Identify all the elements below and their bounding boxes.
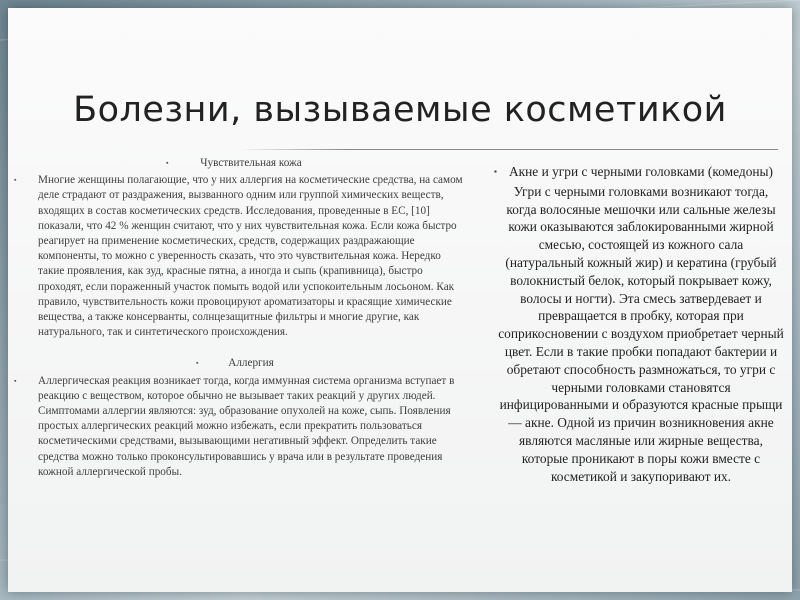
section-text-sensitive-skin	[14, 173, 464, 340]
bullet-icon: ▪	[14, 176, 17, 185]
section-heading-text: Аллергия	[228, 357, 274, 370]
bullet-icon: ▪	[166, 159, 169, 167]
bullet-icon: ▪	[196, 359, 199, 368]
title-divider	[240, 149, 778, 150]
section-heading-text: Акне и угри с черными головками (комедоны)	[508, 164, 774, 179]
slide	[8, 8, 792, 592]
bullet-icon: ▪	[494, 167, 497, 176]
section-text-acne: Угри с черными головками возникают тогда, когда волосяные мешочки или сальные железы кожи оказываются заблокированными жирной смесью, состоящей из кожного сала (натуральный кожный жир) и кератина (грубый волокнистый белок, который покрывает кожу, волосы и ногти). Эта смесь затвердевает и превращается в пробку, которая при соприкосновении с воздухом приобретает черный цвет. Если в такие пробки попадают бактерии и обретают способность размножаться, то угри с черными головками становятся инфицированными и образуются красные прыщи — акне. Одной из причин возникновения акне являются масляные или жирные вещества, которые проникают в поры кожи вместе с косметикой и закупоривают их.	[498, 183, 784, 484]
section-heading-sensitive-skin	[38, 156, 464, 171]
section-text-allergy	[14, 374, 464, 480]
left-column	[14, 156, 464, 480]
section-heading-acne	[494, 163, 784, 181]
slide-title: Болезни, вызываемые косметикой	[73, 90, 727, 130]
section-body-text: Аллергическая реакция возникает тогда, когда иммунная система организма вступает в реакцию с веществом, которое обычно не вызывает таких реакций у других людей. Симптомами аллергии являются: зуд, образование опухолей на коже, сыпь. Появления простых аллергических реакций можно избежать, если прекратить пользоваться косметическими средствами, вызывающими негативный эффект. Определить такие средства можно только проконсультировавшись у врача или в результате проведения кожной аллергической пробы.	[38, 374, 455, 478]
right-column	[494, 163, 784, 485]
section-heading-text: Чувствительная кожа	[200, 157, 302, 169]
bullet-icon: ▪	[14, 376, 17, 385]
section-body-text: Многие женщины полагающие, что у них аллергия на косметические средства, на самом деле страдают от раздражения, вызванного одним или группой химических веществ, входящих в состав косметических средств. Исследования, проведенные в ЕС, [10] показали, что 42 % женщин считают, что у них чувствительная кожа. Если кожа быстро реагирует на применение косметических, средств, содержащих раздражающие компоненты, то можно с уверенность сказать, что это чувствительная кожа. Нередко такие проявления, как зуд, красные пятна, а иногда и сыпь (крапивница), быстро проходят, если пораженный участок помыть водой или успокоительным лосьоном. Как правило, чувствительность кожи провоцируют ароматизаторы и красящие химические вещества, а также консерванты, солнцезащитные фильтры и многие другие, как натурального, так и синтетического происхождения.	[38, 174, 463, 339]
section-heading-allergy	[38, 356, 464, 371]
